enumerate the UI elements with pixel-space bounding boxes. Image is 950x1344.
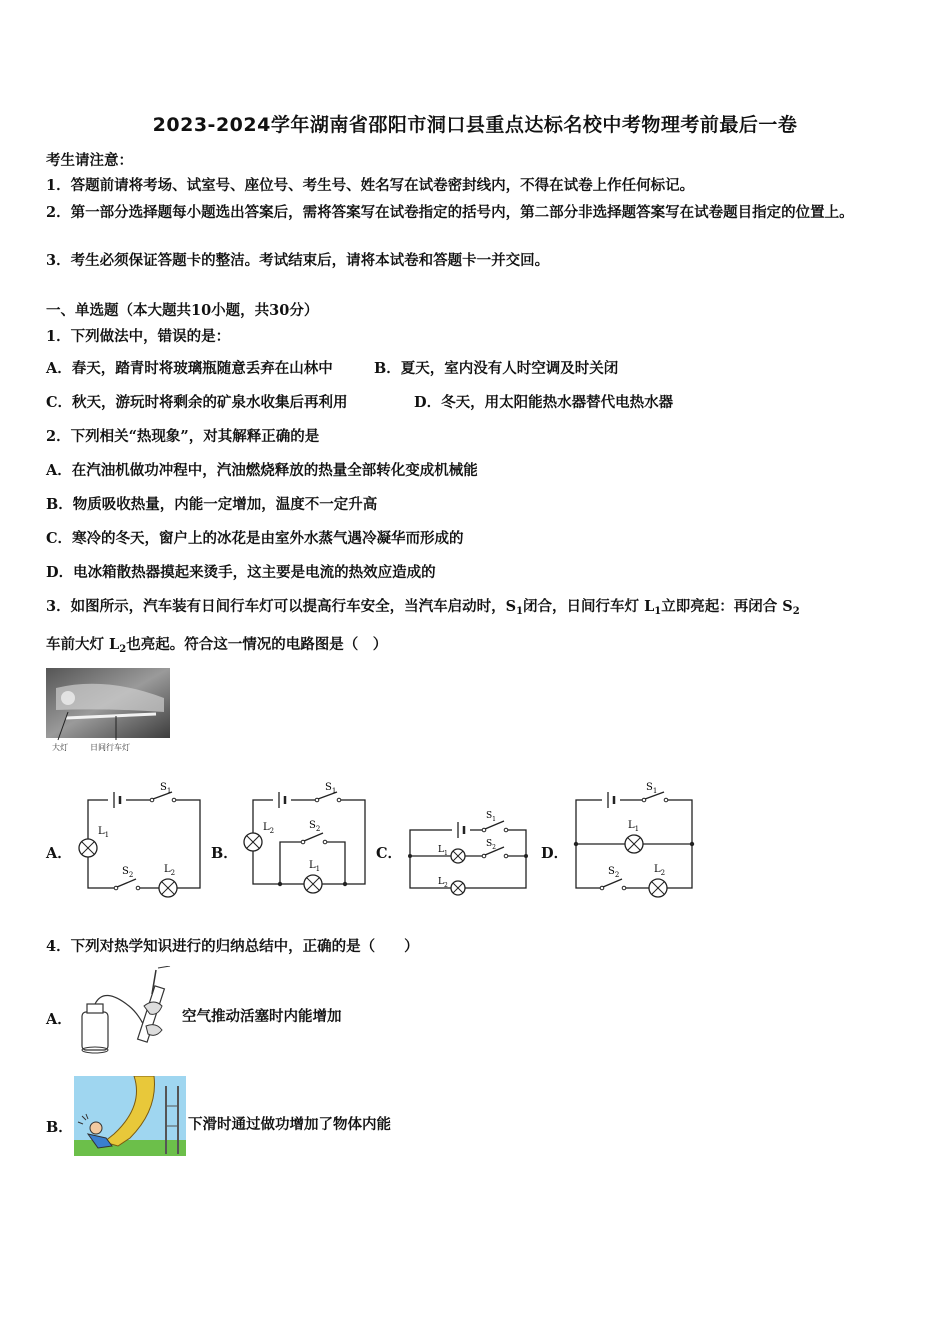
circuit-a-lamp1-label: $L_1$ — [98, 826, 110, 839]
q1-option-d: D．冬天，用太阳能热水器替代电热水器 — [414, 394, 674, 411]
photo-label-headlight: 大灯 — [52, 743, 68, 752]
q4-stem: 4．下列对热学知识进行的归纳总结中，正确的是（ ） — [46, 938, 419, 955]
q2-option-a: A．在汽油机做功冲程中，汽油燃烧释放的热量全部转化变成机械能 — [46, 462, 478, 479]
q3-option-c-label: C． — [376, 845, 403, 862]
notice-heading: 考生请注意： — [46, 152, 133, 169]
circuit-diagram-b — [235, 778, 370, 900]
q3-option-a-label: A． — [46, 845, 72, 862]
circuit-d-switch2-label: $S_2$ — [608, 866, 620, 879]
circuit-b-lamp2-label: $L_2$ — [263, 822, 275, 835]
circuit-c-switch1-label: $S_1$ — [486, 811, 496, 823]
circuit-a-switch2-label: $S_2$ — [122, 866, 134, 879]
car-photo-graphic — [46, 668, 170, 756]
q1-option-c: C．秋天，游玩时将剩余的矿泉水收集后再利用 — [46, 394, 348, 411]
notice-item-3: 3．考生必须保证答题卡的整洁。考试结束后，请将本试卷和答题卡一并交回。 — [46, 252, 550, 269]
q4-option-b-text: 下滑时通过做功增加了物体内能 — [188, 1116, 391, 1133]
pump-bottle-illustration — [74, 966, 182, 1056]
q3-option-d-label: D． — [541, 845, 569, 862]
q3-stem-line-2: 车前大灯 $L_2$也亮起。符合这一情况的电路图是（ ） — [46, 636, 388, 655]
circuit-b-switch2-label: $S_2$ — [309, 820, 321, 833]
notice-item-1: 1．答题前请将考场、试室号、座位号、考生号、姓名写在试卷密封线内，不得在试卷上作任何标记。 — [46, 177, 695, 194]
circuit-d-lamp1-label: $L_1$ — [628, 820, 640, 833]
q1-option-b: B．夏天，室内没有人时空调及时关闭 — [374, 360, 619, 377]
circuit-a-lamp2-label: $L_2$ — [164, 864, 176, 877]
q4-option-a-label: A． — [46, 1011, 72, 1028]
circuit-diagram-a — [70, 778, 205, 900]
notice-item-2: 2．第一部分选择题每小题选出答案后，需将答案写在试卷指定的括号内，第二部分非选择题答案写在试卷题目指定的位置上。 — [46, 204, 854, 221]
photo-label-daytime-light: 日间行车灯 — [90, 743, 130, 752]
circuit-b-switch1-label: $S_1$ — [325, 782, 337, 795]
page-title: 2023-2024学年湖南省邵阳市洞口县重点达标名校中考物理考前最后一卷 — [152, 114, 798, 136]
q3-option-b-label: B． — [211, 845, 238, 862]
circuit-d-switch1-label: $S_1$ — [646, 782, 658, 795]
q2-stem: 2．下列相关“热现象”，对其解释正确的是 — [46, 428, 320, 445]
q1-stem: 1．下列做法中，错误的是： — [46, 328, 231, 345]
circuit-diagram-d — [566, 778, 701, 900]
q2-option-c: C．寒冷的冬天，窗户上的冰花是由室外水蒸气遇冷凝华而形成的 — [46, 530, 464, 547]
circuit-b-lamp1-label: $L_1$ — [309, 860, 321, 873]
car-headlight-photo — [46, 668, 170, 756]
circuit-a-switch1-label: $S_1$ — [160, 782, 172, 795]
slide-child-illustration — [74, 1076, 186, 1156]
q4-option-a-text: 空气推动活塞时内能增加 — [182, 1008, 342, 1025]
q2-option-d: D．电冰箱散热器摸起来烫手，这主要是电流的热效应造成的 — [46, 564, 436, 581]
q1-option-a: A．春天，踏青时将玻璃瓶随意丢弃在山林中 — [46, 360, 333, 377]
circuit-c-lamp1-label: $L_1$ — [438, 845, 448, 857]
circuit-c-lamp2-label: $L_2$ — [438, 877, 448, 889]
circuit-d-lamp2-label: $L_2$ — [654, 864, 666, 877]
q3-stem-line-1: 3．如图所示，汽车装有日间行车灯可以提高行车安全，当汽车启动时，$S_1$闭合，日间行车灯 $L_1$立即亮起：再闭合 $S_2$ — [46, 598, 800, 617]
circuit-diagram-c — [400, 800, 535, 900]
q2-option-b: B．物质吸收热量，内能一定增加，温度不一定升高 — [46, 496, 378, 513]
section-heading: 一、单选题（本大题共10小题，共30分） — [46, 302, 319, 319]
circuit-c-switch2-label: $S_2$ — [486, 839, 496, 851]
q4-option-b-label: B． — [46, 1119, 73, 1136]
